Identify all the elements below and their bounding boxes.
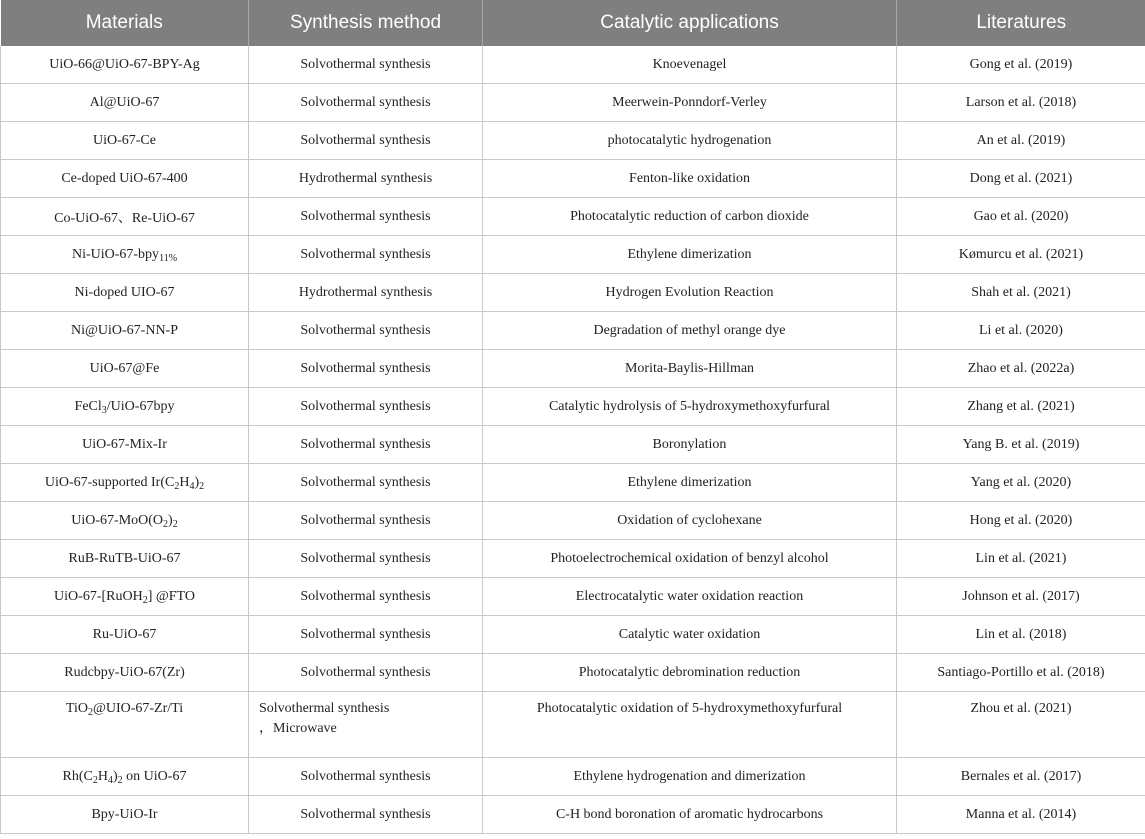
cell-literature: Manna et al. (2014) [897, 796, 1145, 834]
cell-synthesis-method: Solvothermal synthesis [249, 464, 483, 502]
cell-synthesis-method: Solvothermal synthesis [249, 122, 483, 160]
table-body [1, 46, 1145, 834]
cell-synthesis-method: Solvothermal synthesis [249, 198, 483, 236]
cell-catalytic-application: Morita-Baylis-Hillman [483, 350, 897, 388]
cell-synthesis-method: Hydrothermal synthesis [249, 160, 483, 198]
cell-synthesis-method: Solvothermal synthesis [249, 540, 483, 578]
cell-catalytic-application: Ethylene dimerization [483, 464, 897, 502]
cell-material: UiO-$67-MoO(O_2)_2$ [1, 502, 249, 540]
cell-material: TiO$_2$@UIO-67-Zr/Ti [1, 692, 249, 758]
cell-material: UiO-67-[RuOH$_2$] @FTO [1, 578, 249, 616]
table-row [1, 388, 1145, 426]
header-row [1, 0, 1145, 46]
cell-material: Ni-doped UIO-67 [1, 274, 249, 312]
cell-literature: Johnson et al. (2017) [897, 578, 1145, 616]
cell-material: UiO-67-Mix-Ir [1, 426, 249, 464]
cell-catalytic-application: Fenton-like oxidation [483, 160, 897, 198]
header-materials: Materials [1, 0, 249, 46]
cell-synthesis-method: Solvothermal synthesis [249, 758, 483, 796]
cell-material: RuB-RuTB-UiO-67 [1, 540, 249, 578]
cell-catalytic-application: Meerwein-Ponndorf-Verley [483, 84, 897, 122]
cell-synthesis-method: Solvothermal synthesis [249, 654, 483, 692]
cell-literature: Gao et al. (2020) [897, 198, 1145, 236]
cell-literature: An et al. (2019) [897, 122, 1145, 160]
table-row [1, 758, 1145, 796]
cell-catalytic-application: Ethylene hydrogenation and dimerization [483, 758, 897, 796]
cell-synthesis-method: Solvothermal synthesis [249, 796, 483, 834]
cell-literature: Hong et al. (2020) [897, 502, 1145, 540]
cell-material: $Rh(C_2H_4)_2$ on UiO-67 [1, 758, 249, 796]
header-catalytic-applications: Catalytic applications [483, 0, 897, 46]
table-header [1, 0, 1145, 46]
cell-synthesis-method: Solvothermal synthesis [249, 426, 483, 464]
cell-catalytic-application: Catalytic hydrolysis of 5-hydroxymethoxyfurfural [483, 388, 897, 426]
cell-synthesis-method: Solvothermal synthesis [249, 46, 483, 84]
table-row [1, 198, 1145, 236]
cell-synthesis-method: Solvothermal synthesis ，Microwave [249, 692, 483, 758]
cell-synthesis-method: Solvothermal synthesis [249, 350, 483, 388]
cell-literature: Shah et al. (2021) [897, 274, 1145, 312]
cell-catalytic-application: Hydrogen Evolution Reaction [483, 274, 897, 312]
cell-literature: Zhang et al. (2021) [897, 388, 1145, 426]
cell-literature: Santiago-Portillo et al. (2018) [897, 654, 1145, 692]
table-row [1, 312, 1145, 350]
cell-synthesis-method: Solvothermal synthesis [249, 578, 483, 616]
cell-literature: Lin et al. (2021) [897, 540, 1145, 578]
table-row [1, 350, 1145, 388]
cell-literature: Lin et al. (2018) [897, 616, 1145, 654]
cell-material: UiO-67-Ce [1, 122, 249, 160]
cell-literature: Zhao et al. (2022a) [897, 350, 1145, 388]
cell-literature: Gong et al. (2019) [897, 46, 1145, 84]
header-synthesis-method: Synthesis method [249, 0, 483, 46]
cell-catalytic-application: Photocatalytic oxidation of 5-hydroxymethoxyfurfural [483, 692, 897, 758]
cell-synthesis-method: Solvothermal synthesis [249, 616, 483, 654]
table-row [1, 122, 1145, 160]
table-row [1, 502, 1145, 540]
cell-material: Rudcbpy-UiO-67(Zr) [1, 654, 249, 692]
cell-catalytic-application: Photocatalytic reduction of carbon dioxide [483, 198, 897, 236]
cell-material: Ni-UiO-67-bpy$_{11\%}$ [1, 236, 249, 274]
cell-material: Co-UiO-67、Re-UiO-67 [1, 198, 249, 236]
cell-material: UiO-67@Fe [1, 350, 249, 388]
cell-synthesis-method: Solvothermal synthesis [249, 84, 483, 122]
cell-literature: Dong et al. (2021) [897, 160, 1145, 198]
cell-catalytic-application: Ethylene dimerization [483, 236, 897, 274]
table-row [1, 464, 1145, 502]
table-row [1, 796, 1145, 834]
cell-literature: Kømurcu et al. (2021) [897, 236, 1145, 274]
cell-material: Bpy-UiO-Ir [1, 796, 249, 834]
cell-catalytic-application: Photocatalytic debromination reduction [483, 654, 897, 692]
cell-material: Ce-doped UiO-67-400 [1, 160, 249, 198]
cell-synthesis-method: Hydrothermal synthesis [249, 274, 483, 312]
cell-catalytic-application: Knoevenagel [483, 46, 897, 84]
cell-synthesis-method: Solvothermal synthesis [249, 502, 483, 540]
cell-literature: Zhou et al. (2021) [897, 692, 1145, 758]
cell-synthesis-method: Solvothermal synthesis [249, 236, 483, 274]
table-row [1, 236, 1145, 274]
cell-catalytic-application: Photoelectrochemical oxidation of benzyl alcohol [483, 540, 897, 578]
table-row [1, 578, 1145, 616]
cell-catalytic-application: Boronylation [483, 426, 897, 464]
cell-synthesis-method: Solvothermal synthesis [249, 312, 483, 350]
table-row [1, 160, 1145, 198]
table-row [1, 274, 1145, 312]
cell-catalytic-application: Oxidation of cyclohexane [483, 502, 897, 540]
cell-catalytic-application: Degradation of methyl orange dye [483, 312, 897, 350]
cell-synthesis-method: Solvothermal synthesis [249, 388, 483, 426]
table-row [1, 616, 1145, 654]
cell-material: Ni@UiO-67-NN-P [1, 312, 249, 350]
header-literatures: Literatures [897, 0, 1145, 46]
cell-literature: Yang B. et al. (2019) [897, 426, 1145, 464]
table-row [1, 46, 1145, 84]
cell-literature: Li et al. (2020) [897, 312, 1145, 350]
cell-catalytic-application: photocatalytic hydrogenation [483, 122, 897, 160]
cell-literature: Yang et al. (2020) [897, 464, 1145, 502]
cell-material: Ru-UiO-67 [1, 616, 249, 654]
cell-literature: Bernales et al. (2017) [897, 758, 1145, 796]
table-row [1, 84, 1145, 122]
table-row [1, 692, 1145, 758]
cell-material: UiO-67-supported $Ir(C_2H_4)_2$ [1, 464, 249, 502]
table-row [1, 540, 1145, 578]
cell-material: UiO-66@UiO-67-BPY-Ag [1, 46, 249, 84]
cell-literature: Larson et al. (2018) [897, 84, 1145, 122]
cell-catalytic-application: Electrocatalytic water oxidation reaction [483, 578, 897, 616]
table-row [1, 426, 1145, 464]
cell-catalytic-application: C-H bond boronation of aromatic hydrocarbons [483, 796, 897, 834]
cell-catalytic-application: Catalytic water oxidation [483, 616, 897, 654]
cell-material: FeCl$_3$/UiO-67bpy [1, 388, 249, 426]
table-row [1, 654, 1145, 692]
cell-material: Al@UiO-67 [1, 84, 249, 122]
